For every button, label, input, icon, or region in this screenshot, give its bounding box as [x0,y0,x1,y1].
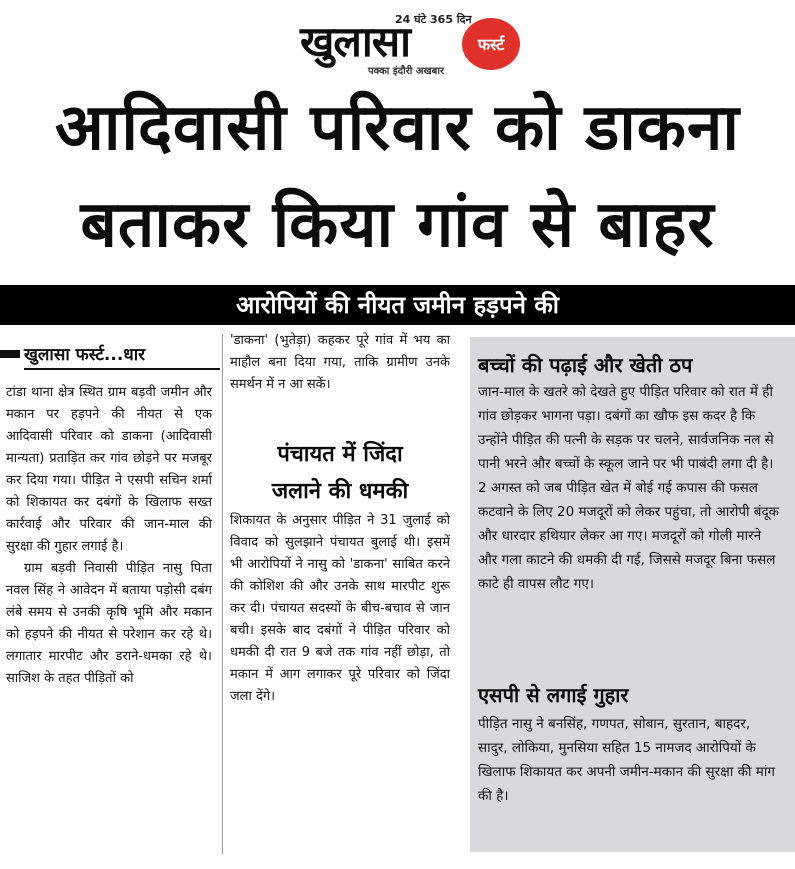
column-divider [222,334,223,854]
box-text-1 [478,380,780,596]
paragraph: ग्राम बड़वी निवासी पीड़ित नासु पिता नवल सिंह ने आवेदन में बताया पड़ोसी दबंग लंबे समय से उनकी कृषि भूमि और मकान को हड़पने की नीयत से परेशान कर रहे थे। लगातार मारपीट और डराने-धमका रहे थे। साजिश के तहत पीड़ितों को [6,561,212,686]
byline-marker [0,350,20,358]
logo-accent-badge: फर्स्ट [462,18,520,70]
masthead-subtitle: पक्का इंदौरी अखबार [368,66,445,77]
paragraph: जान-माल के खतरे को देखते हुए पीड़ित परिवार को रात में ही गांव छोड़कर भागना पड़ा। दबंगों का खौफ इस कदर है कि उन्होंने पीड़ित की पत्नी के सड़क पर चलने, सार्वजनिक नल से पानी भरने और बच्चों के स्कूल जाने पर भी पाबंदी लगा दी है। 2 अगस्त को जब पीड़ित खेत में बोई गई कपास की फसल कटवाने के लिए 20 मजदूरों को लेकर पहुंचा, तो आरोपी बंदूक और धारदार हथियार लेकर आ गए। मजदूरों को गोली मारने और गला काटने की धमकी दी गई, जिससे मजदूर बिना फसल काटे ही वापस लौट गए। [478,384,780,592]
byline: खुलासा फर्स्ट...धार [24,342,220,370]
box-heading-2: एसपी से लगाई गुहार [478,683,629,707]
headline-line-2: बताकर किया गांव से बाहर [80,188,715,262]
paragraph: टांडा थाना क्षेत्र स्थित ग्राम बड़वी जमीन और मकान पर हड़पने की नीयत से एक आदिवासी परिवार को डाकना (आदिवासी मान्यता) प्रताड़ित कर गांव छोड़ने पर मजबूर कर दिया गया। पीड़ित ने एसपी सचिन शर्मा को शिकायत कर दबंगों के खिलाफ सख्त कार्रवाई और परिवार की जान-माल की सुरक्षा की गुहार लगाई है। [6,385,212,554]
masthead-tagline: 24 घंटे 365 दिन [395,13,472,26]
subheading-line-1: पंचायत में जिंदा [277,442,403,467]
article-column-2-top [230,330,450,396]
subheading-line-2: जलाने की धमकी [271,479,409,504]
headline-line-1: आदिवासी परिवार को डाकना [54,91,741,165]
box-heading-1: बच्चों की पढ़ाई और खेती ठप [478,353,693,377]
article-column-2 [230,510,450,708]
box-text-2 [478,712,780,808]
paragraph: 'डाकना' (भुतेड़ा) कहकर पूरे गांव में भय का माहौल बना दिया गया, ताकि ग्रामीण उनके समर्थन में न आ सकें। [230,333,450,392]
paragraph: पीड़ित नासु ने बनसिंह, गणपत, सोबान, सुरतान, बाहदर, सादुर, लोकिया, मुनसिया सहित 15 नामजद आरोपियों के खिलाफ शिकायत कर अपनी जमीन-मकान की सुरक्षा की मांग की है। [478,716,775,804]
newspaper-logo: खुलासा [300,17,410,66]
article-column-1 [6,382,212,690]
paragraph: शिकायत के अनुसार पीड़ित ने 31 जुलाई को विवाद को सुलझाने पंचायत बुलाई थी। इसमें भी आरोपियों ने नासु को 'डाकना' साबित करने की कोशिश की और उनके साथ मारपीट शुरू कर दी। पंचायत सदस्यों के बीच-बचाव से जान बची। इसके बाद दबंगों ने पीड़ित परिवार को धमकी दी रात 9 बजे तक गांव नहीं छोड़ा, तो मकान में आग लगाकर पूरे परिवार को जिंदा जला देंगे। [230,513,450,704]
strap-text: आरोपियों की नीयत जमीन हड़पने की [236,291,559,319]
